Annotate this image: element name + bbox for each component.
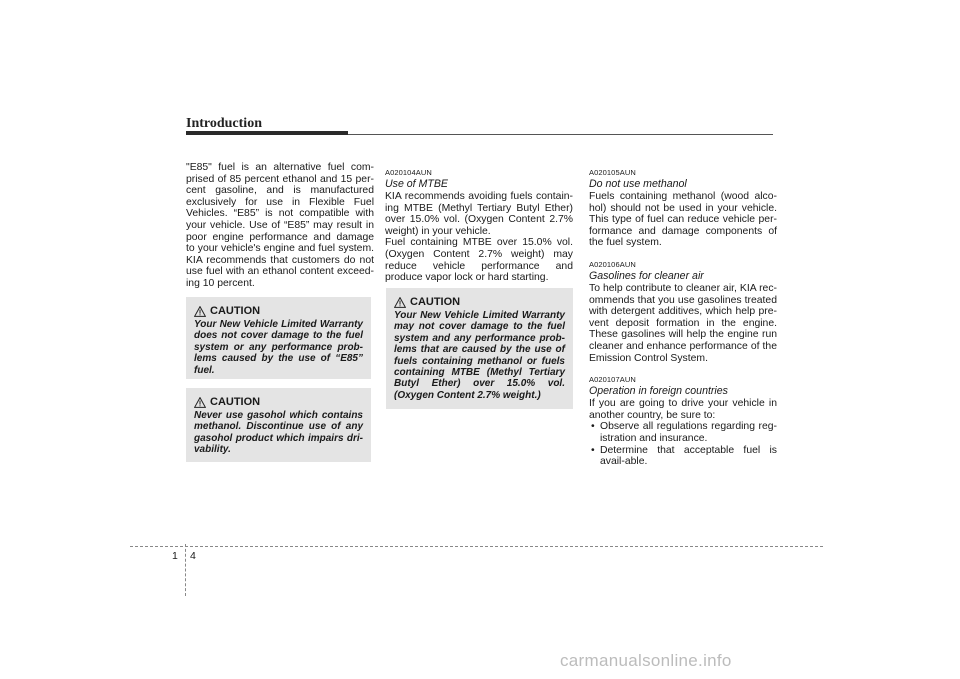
warning-triangle-icon xyxy=(194,306,206,317)
list-item: • Observe all regulations regarding reg-istration and insurance. xyxy=(589,421,777,444)
column-1 xyxy=(186,162,374,290)
section-code: A020105AUN xyxy=(589,168,636,177)
section-heading: Use of MTBE xyxy=(385,178,448,190)
section-code: A020104AUN xyxy=(385,168,432,177)
page-number: 4 xyxy=(190,550,196,562)
caution-box-gasohol xyxy=(186,388,371,462)
caution-text: Never use gasohol which contains methanol. Discontinue use of any gasohol product which impairs dri-vability. xyxy=(194,410,363,456)
warning-triangle-icon xyxy=(394,297,406,308)
caution-box-mtbe xyxy=(386,288,573,409)
mtbe-paragraph-1: KIA recommends avoiding fuels contain-ing MTBE (Methyl Tertiary Butyl Ether) over 15.0% vol. (Oxygen Content 2.7% weight) in your vehicle. xyxy=(385,191,573,237)
methanol-paragraph: Fuels containing methanol (wood alco-hol) should not be used in your vehicle. This type of fuel can reduce vehicle per-formance and damage components of the fuel system. xyxy=(589,191,777,249)
section-heading: Do not use methanol xyxy=(589,178,687,190)
page-header-title: Introduction xyxy=(186,116,262,131)
header-rule-accent xyxy=(186,131,348,135)
section-code: A020106AUN xyxy=(589,259,636,269)
cleaner-air-paragraph: To help contribute to cleaner air, KIA rec-ommends that you use gasolines treated with detergent additives, which help pre-vent deposit formation in the engine. These gasolines will help the engine run cleaner and enhance performance of the Emission Control System. xyxy=(589,282,777,364)
section-heading: Gasolines for cleaner air xyxy=(589,269,704,282)
section-heading: Operation in foreign countries xyxy=(589,385,728,398)
caution-title: CAUTION xyxy=(210,396,261,408)
section-code: A020107AUN xyxy=(589,375,636,385)
watermark: carmanualsonline.info xyxy=(560,651,732,670)
caution-title: CAUTION xyxy=(210,305,261,317)
caution-text: Your New Vehicle Limited Warranty does not cover damage to the fuel system or any performance prob-lems caused by the use of “E85” fuel. xyxy=(194,319,363,376)
foreign-countries-paragraph: If you are going to drive your vehicle in another country, be sure to: xyxy=(589,398,777,421)
chapter-number: 1 xyxy=(172,550,178,562)
mtbe-paragraph-2: Fuel containing MTBE over 15.0% vol. (Oxygen Content 2.7% weight) may reduce vehicle performance and produce vapor lock or hard starting. xyxy=(385,237,573,284)
list-item: • Determine that acceptable fuel is avail-able. xyxy=(589,445,777,468)
column-3 xyxy=(589,168,777,468)
caution-box-e85 xyxy=(186,297,371,379)
caution-text: Your New Vehicle Limited Warranty may not cover damage to the fuel system and any performance prob-lems that are caused by the use of fuels containing methanol or fuels containing MTBE (Methyl Tertiary Butyl Ether) over 15.0% vol. (Oxygen Content 2.7% weight.) xyxy=(394,310,565,401)
footer-rule xyxy=(130,546,823,547)
caution-title: CAUTION xyxy=(410,296,461,308)
column-2 xyxy=(385,168,573,284)
e85-paragraph: "E85" fuel is an alternative fuel com-prised of 85 percent ethanol and 15 per-cent gasoline, and is manufactured exclusively for use in Flexible Fuel Vehicles. “E85” is not compatible with your vehicle. Use of “E85” may result in poor engine performance and damage to your vehicle's engine and fuel system. KIA recommends that customers do not use fuel with an ethanol content exceed-ing 10 percent. xyxy=(186,162,374,289)
warning-triangle-icon xyxy=(194,397,206,408)
footer-divider xyxy=(185,544,186,596)
bullet-list xyxy=(589,421,777,467)
